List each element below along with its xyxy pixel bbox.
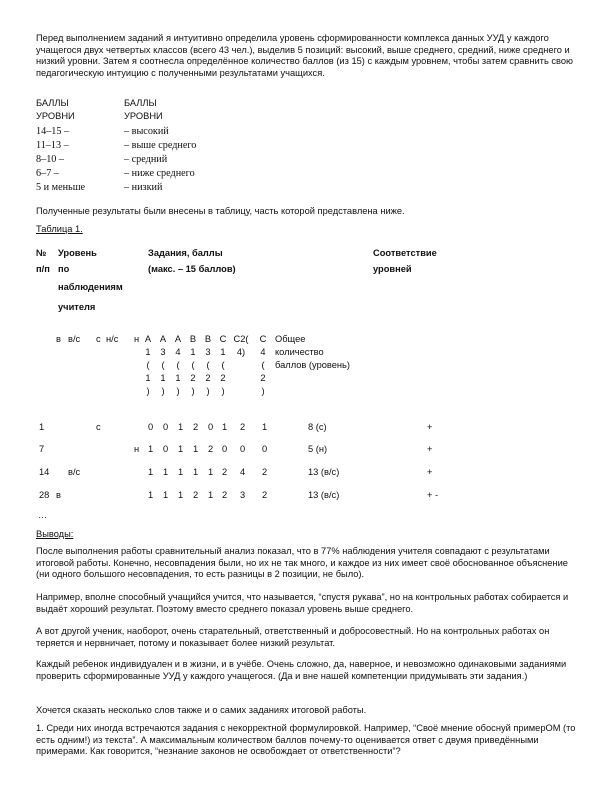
table-header-level: Уровень: [58, 248, 97, 258]
row-number: 7: [39, 444, 45, 454]
row-score: 1: [178, 422, 184, 432]
levels-col2-subtitle: УРОВНИ: [124, 111, 163, 121]
results-note: Полученные результаты были внесены в таблицу, часть которой представлена ниже.: [36, 206, 405, 216]
row-score: 2: [262, 490, 268, 500]
table-header-level3: наблюдениям: [58, 282, 123, 292]
subheader-vs: в/с: [68, 334, 81, 344]
subheader-ns: н/с: [106, 334, 119, 344]
task-col-char: (: [221, 360, 225, 370]
subheader-v: в: [56, 334, 61, 344]
level-label: – средний: [124, 154, 168, 165]
task-col-char: 1: [190, 347, 196, 357]
row-teacher-level: с: [96, 422, 101, 432]
paragraph: Хочется сказать несколько слов также и о самих заданиях итоговой работы.: [36, 705, 367, 715]
row-match: +: [427, 444, 433, 454]
task-col-char: (: [206, 360, 210, 370]
row-score: 2: [193, 422, 199, 432]
row-match: + -: [427, 490, 439, 500]
task-col-6: [218, 333, 228, 398]
row-score: 0: [222, 444, 228, 454]
row-score: 4: [240, 467, 246, 477]
row-number: 28: [39, 490, 50, 500]
task-col-5: [203, 333, 213, 398]
levels-header-levels: [124, 97, 163, 123]
levels-col2-title: БАЛЛЫ: [124, 98, 157, 108]
task-col-8: [258, 333, 268, 398]
row-score: 1: [148, 490, 154, 500]
task-col-char: С: [219, 334, 227, 344]
task-col-char: 3: [160, 347, 166, 357]
task-col-char: А: [159, 334, 167, 344]
task-col-char: В: [189, 334, 197, 344]
task-col-char: 4: [175, 347, 181, 357]
task-col-char: 4): [236, 347, 246, 357]
task-col-2: [158, 333, 168, 398]
intro-paragraph: Перед выполнением заданий я интуитивно определила уровень сформированности комплекса данных УУД у каждого учащегося двух четвертых классов (всего 43 чел.), выделив 5 позиций: высокий, выше среднего, средний, ниже среднего и низкий уровни. Затем я соотнесла определённое количество баллов (из 15) с каждым уровнем, чтобы затем сравнить свою педагогическую интуицию с полученными результатами учащихся.: [36, 33, 573, 78]
paragraph: 1. Среди них иногда встречаются задания с некорректной формулировкой. Например, “Своё мнение обоснуй примерОМ (то есть одним!) из текста”. А максимальным количеством баллов почему-то оценивается ответ с двумя приведёнными примерами. Как говорится, “незнание законов не освобождает от ответственности”?: [36, 723, 576, 757]
row-score: 1: [178, 467, 184, 477]
table-header-num2: п/п: [36, 264, 50, 274]
row-score: 1: [262, 422, 268, 432]
level-row: [36, 126, 336, 140]
total-header: [275, 333, 350, 372]
row-score: 0: [163, 444, 169, 454]
table-header-match: Соответствие: [373, 248, 437, 258]
task-col-char: ): [191, 386, 195, 396]
table-header-num: №: [36, 248, 47, 258]
task-col-char: (: [146, 360, 150, 370]
row-score: 2: [222, 467, 228, 477]
task-col-char: ): [221, 386, 225, 396]
task-col-char: 3: [205, 347, 211, 357]
task-col-char: ): [161, 386, 165, 396]
paragraph: Каждый ребенок индивидуален и в жизни, и в учёбе. Очень сложно, да, наверное, и невозможно одинаковыми заданиями проверить сформированные УУД у каждого учащегося. (Да и вне нашей компетенции придумывать эти задания.): [36, 659, 567, 681]
task-col-char: 2: [205, 373, 211, 383]
task-col-char: 1: [175, 373, 181, 383]
level-range: 6–7 –: [36, 168, 59, 179]
level-label: – ниже среднего: [124, 168, 195, 179]
level-row: [36, 168, 336, 182]
row-number: 14: [39, 467, 50, 477]
task-col-char: 2: [220, 373, 226, 383]
row-score: 3: [240, 490, 246, 500]
row-score: 1: [208, 490, 214, 500]
task-col-3: [173, 333, 183, 398]
task-col-char: А: [174, 334, 182, 344]
row-score: 0: [262, 444, 268, 454]
task-col-char: (: [176, 360, 180, 370]
task-col-4: [188, 333, 198, 398]
task-col-char: 1: [145, 347, 151, 357]
task-col-7: [233, 333, 249, 359]
task-col-char: (: [161, 360, 165, 370]
table-header-match2: уровней: [373, 264, 412, 274]
paragraph: Например, вполне способный учащийся учится, что называется, “спустя рукава”, но на контрольных работах собирается и выдаёт хороший результат. Поэтому вместо среднего показал уровень выше среднего.: [36, 592, 569, 614]
task-col-char: 1: [160, 373, 166, 383]
task-col-char: А: [144, 334, 152, 344]
task-col-char: ): [146, 386, 150, 396]
levels-col1-subtitle: УРОВНИ: [36, 111, 75, 121]
table-header-tasks: Задания, баллы: [148, 248, 223, 258]
row-score: 0: [208, 422, 214, 432]
row-score: 2: [262, 467, 268, 477]
table-header-level4: учителя: [58, 302, 96, 312]
row-total: 5 (н): [308, 444, 328, 454]
row-match: +: [427, 422, 433, 432]
level-row: [36, 182, 336, 196]
task-col-char: ): [206, 386, 210, 396]
level-row: [36, 154, 336, 168]
row-score: 1: [178, 490, 184, 500]
row-score: 2: [193, 490, 199, 500]
row-teacher-level: н: [134, 444, 140, 454]
task-col-1: [143, 333, 153, 398]
level-range: 8–10 –: [36, 154, 65, 165]
level-range: 14–15 –: [36, 126, 70, 137]
task-col-char: (: [191, 360, 195, 370]
task-col-char: 4: [260, 347, 266, 357]
table-header-tasks2: (макс. – 15 баллов): [148, 264, 236, 274]
row-match: +: [427, 467, 433, 477]
row-score: 0: [240, 444, 246, 454]
row-score: 1: [148, 444, 154, 454]
level-label: – низкий: [124, 182, 163, 193]
row-score: 1: [148, 467, 154, 477]
task-col-char: С: [259, 334, 267, 344]
task-col-char: 2: [190, 373, 196, 383]
row-total: 13 (в/с): [308, 467, 340, 477]
table-caption: Таблица 1.: [36, 224, 83, 234]
task-col-char: ): [261, 386, 265, 396]
row-score: 1: [178, 444, 184, 454]
row-score: 1: [193, 444, 199, 454]
level-label: – высокий: [124, 126, 169, 137]
row-score: 0: [163, 422, 169, 432]
row-score: 1: [222, 422, 228, 432]
task-col-char: 1: [220, 347, 226, 357]
subheader-s: с: [96, 334, 101, 344]
level-range: 11–13 –: [36, 140, 69, 151]
row-number: 1: [39, 422, 45, 432]
total-header-line: количество: [275, 347, 324, 357]
level-range: 5 и меньше: [36, 182, 86, 193]
row-score: 1: [208, 467, 214, 477]
level-label: – выше среднего: [124, 140, 197, 151]
task-col-char: В: [204, 334, 212, 344]
row-total: 8 (с): [308, 422, 327, 432]
table-header-level2: по: [58, 264, 70, 274]
levels-header-points: [36, 97, 75, 123]
table-ellipsis: …: [38, 510, 48, 520]
row-score: 1: [163, 490, 169, 500]
row-total: 13 (в/с): [308, 490, 340, 500]
task-col-char: ): [176, 386, 180, 396]
row-score: 0: [148, 422, 154, 432]
task-col-char: (: [261, 360, 265, 370]
row-score: 1: [193, 467, 199, 477]
total-header-line: баллов (уровень): [275, 360, 350, 370]
paragraph: А вот другой ученик, наоборот, очень старательный, ответственный и добросовестный. Но на контрольных работах он теряется и нервничает, потому и показывает более низкий результат.: [36, 626, 550, 648]
task-col-char: С2(: [233, 334, 249, 344]
row-teacher-level: в: [56, 490, 61, 500]
row-score: 2: [240, 422, 246, 432]
row-teacher-level: в/с: [68, 467, 81, 477]
subheader-n: н: [134, 334, 140, 344]
level-row: [36, 140, 336, 154]
paragraph: После выполнения работы сравнительный анализ показал, что в 77% наблюдения учителя совпадают с результатами итоговой работы. Конечно, несовпадения были, но их не так много, и каждое из них имеет своё обоснованное объяснение (ни одного большого несовпадения, то есть разницы в 2 позиции, не было).: [36, 546, 568, 580]
row-score: 2: [208, 444, 214, 454]
row-score: 2: [222, 490, 228, 500]
levels-col1-title: БАЛЛЫ: [36, 98, 69, 108]
row-score: 1: [163, 467, 169, 477]
total-header-line: Общее: [275, 334, 306, 344]
task-col-char: 2: [260, 373, 266, 383]
task-col-char: 1: [145, 373, 151, 383]
conclusions-title: Выводы:: [36, 529, 74, 539]
